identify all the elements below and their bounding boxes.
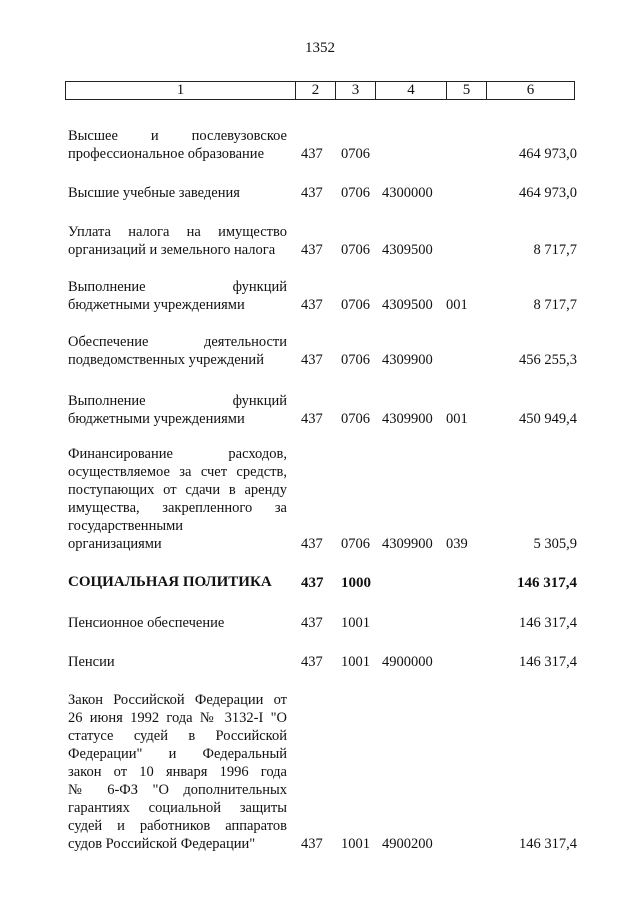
row-ministry-code: 437	[301, 536, 323, 552]
row-name	[68, 614, 287, 632]
row-ministry-code: 437	[301, 411, 323, 427]
row-name-line: организаций и земельного налога	[68, 242, 276, 258]
row-amount: 8 717,7	[533, 242, 577, 258]
row-ministry-code: 437	[301, 836, 323, 852]
row-target-code: 4900000	[382, 654, 433, 670]
table-row	[0, 278, 640, 314]
row-ministry-code: 437	[301, 615, 323, 631]
row-amount: 464 973,0	[519, 185, 577, 201]
row-section-code: 1000	[341, 575, 371, 591]
section-heading-row	[0, 573, 640, 592]
row-target-code: 4309900	[382, 536, 433, 552]
row-name	[68, 184, 287, 202]
row-target-code: 4309500	[382, 242, 433, 258]
row-amount: 5 305,9	[533, 536, 577, 552]
row-name	[68, 223, 287, 259]
row-name-line: Федерации" и Федеральный	[68, 746, 287, 762]
table-row	[0, 614, 640, 632]
row-name-line: судей и работников аппаратов	[68, 818, 287, 834]
row-name-line: гарантиях социальной защиты	[68, 800, 287, 816]
row-name-line: Пенсии	[68, 654, 115, 670]
row-name	[68, 333, 287, 369]
row-ministry-code: 437	[301, 185, 323, 201]
row-name	[68, 392, 287, 428]
row-name	[68, 278, 287, 314]
row-section-code: 1001	[341, 654, 370, 670]
table-row	[0, 184, 640, 202]
row-amount: 146 317,4	[519, 615, 577, 631]
row-name-line: Пенсионное обеспечение	[68, 615, 225, 631]
row-amount: 146 317,4	[519, 654, 577, 670]
row-name-line: поступающих от сдачи в аренду	[68, 482, 287, 498]
row-name-line: бюджетными учреждениями	[68, 297, 245, 313]
row-name-line: Выполнение функций	[68, 393, 287, 409]
row-amount: 8 717,7	[533, 297, 577, 313]
row-amount: 146 317,4	[519, 836, 577, 852]
row-name-line: закон от 10 января 1996 года	[68, 764, 287, 780]
section-title: СОЦИАЛЬНАЯ ПОЛИТИКА	[68, 574, 272, 590]
row-name-line: судов Российской Федерации"	[68, 836, 256, 852]
row-name-line: организациями	[68, 536, 162, 552]
row-section-code: 0706	[341, 242, 370, 258]
row-name	[68, 691, 287, 853]
row-name-line: Высшие учебные заведения	[68, 185, 240, 201]
row-expense-code: 039	[446, 536, 468, 552]
row-ministry-code: 437	[301, 575, 324, 591]
table-row	[0, 392, 640, 428]
row-name-line: Выполнение функций	[68, 279, 287, 295]
row-section-code: 0706	[341, 411, 370, 427]
row-section-code: 0706	[341, 185, 370, 201]
table-row	[0, 333, 640, 369]
row-name	[68, 653, 287, 671]
row-name-line: № 6-ФЗ "О дополнительных	[68, 782, 287, 798]
row-target-code: 4300000	[382, 185, 433, 201]
row-expense-code: 001	[446, 297, 468, 313]
row-expense-code: 001	[446, 411, 468, 427]
row-amount: 456 255,3	[519, 352, 577, 368]
table-row	[0, 691, 640, 853]
row-name-line: Уплата налога на имущество	[68, 224, 287, 240]
header-col-5: 5	[446, 82, 486, 99]
row-ministry-code: 437	[301, 654, 323, 670]
row-name-line: подведомственных учреждений	[68, 352, 264, 368]
row-amount: 146 317,4	[517, 575, 577, 591]
header-col-2: 2	[295, 82, 335, 99]
row-name-line: Высшее и послевузовское	[68, 128, 287, 144]
row-name	[68, 573, 287, 591]
row-name-line: осуществляемое за счет средств,	[68, 464, 287, 480]
row-amount: 464 973,0	[519, 146, 577, 162]
table-header	[65, 81, 575, 100]
table-row	[0, 653, 640, 671]
row-target-code: 4309900	[382, 352, 433, 368]
row-ministry-code: 437	[301, 352, 323, 368]
header-col-6: 6	[486, 82, 574, 99]
row-section-code: 0706	[341, 297, 370, 313]
row-section-code: 0706	[341, 536, 370, 552]
row-section-code: 0706	[341, 146, 370, 162]
row-name-line: имущества, закрепленного за	[68, 500, 287, 516]
page-number: 1352	[305, 40, 335, 56]
row-name	[68, 127, 287, 163]
row-ministry-code: 437	[301, 146, 323, 162]
table-row	[0, 127, 640, 163]
row-name-line: 26 июня 1992 года № 3132-I "О	[68, 710, 287, 726]
header-col-3: 3	[335, 82, 375, 99]
row-name	[68, 445, 287, 553]
row-section-code: 1001	[341, 615, 370, 631]
header-col-4: 4	[375, 82, 446, 99]
header-col-1: 1	[176, 82, 185, 98]
row-name-line: бюджетными учреждениями	[68, 411, 245, 427]
row-name-line: Финансирование расходов,	[68, 446, 287, 462]
row-section-code: 0706	[341, 352, 370, 368]
row-amount: 450 949,4	[519, 411, 577, 427]
table-row	[0, 445, 640, 553]
row-name-line: статусе судей в Российской	[68, 728, 287, 744]
row-name-line: Закон Российской Федерации от	[68, 692, 287, 708]
row-target-code: 4309900	[382, 411, 433, 427]
table-row	[0, 223, 640, 259]
row-target-code: 4309500	[382, 297, 433, 313]
row-target-code: 4900200	[382, 836, 433, 852]
row-section-code: 1001	[341, 836, 370, 852]
row-name-line: государственными	[68, 518, 184, 534]
row-name-line: Обеспечение деятельности	[68, 334, 287, 350]
row-name-line: профессиональное образование	[68, 146, 265, 162]
row-ministry-code: 437	[301, 242, 323, 258]
row-ministry-code: 437	[301, 297, 323, 313]
